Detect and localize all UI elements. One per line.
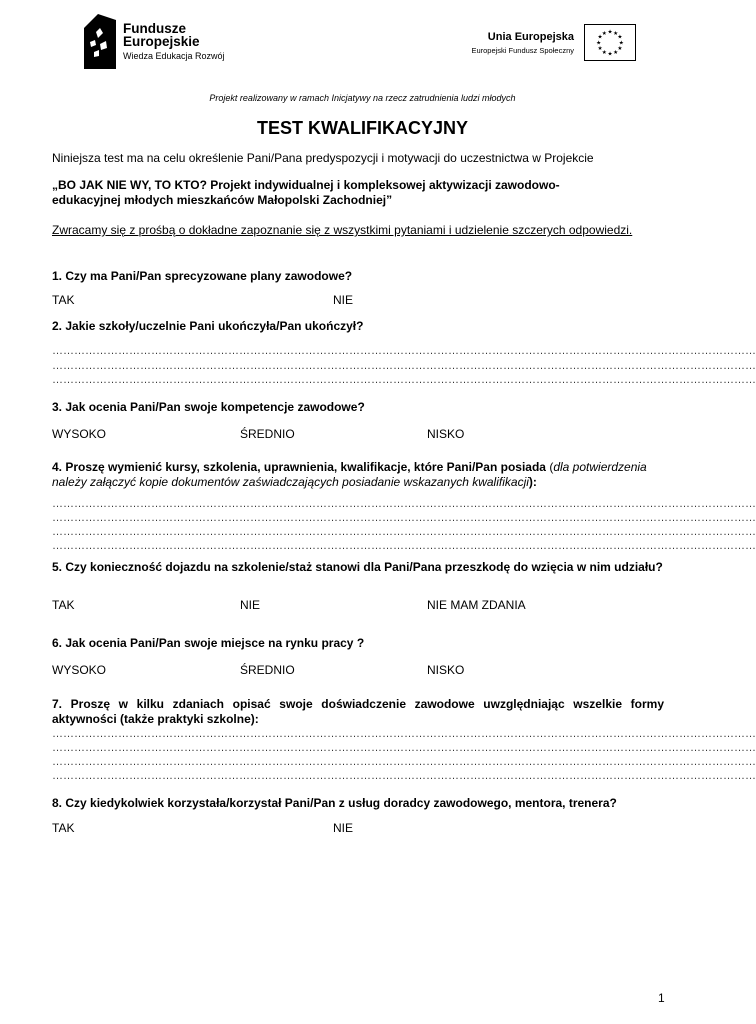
svg-text:★: ★ <box>613 49 619 56</box>
q5-option-nie-mam-zdania[interactable]: NIE MAM ZDANIA <box>427 598 526 612</box>
eu-flag-icon <box>584 24 636 61</box>
q1-option-nie[interactable]: NIE <box>333 293 354 307</box>
question-5: 5. Czy konieczność dojazdu na szkolenie/staż stanowi dla Pani/Pana przeszkodę do wzięcia w nim udziału? <box>52 560 663 574</box>
q3-option-srednio[interactable]: ŚREDNIO <box>240 427 295 441</box>
svg-text:★: ★ <box>597 34 603 41</box>
question-7: 7. Proszę w kilku zdaniach opisać swoje doświadczenie zawodowe uwzględniając wszelkie formy aktywności (także praktyki szkolne): <box>52 697 664 726</box>
svg-text:★: ★ <box>607 29 613 36</box>
fe-line1: Fundusze <box>123 21 186 36</box>
q8-option-nie[interactable]: NIE <box>333 821 354 835</box>
q2-answer-line[interactable]: ………………………………………………………………………………………………………………………………………………………………………… <box>52 374 756 386</box>
svg-text:★: ★ <box>601 30 607 37</box>
ue-line2: Europejski Fundusz Społeczny <box>471 46 574 55</box>
q8-option-tak[interactable]: TAK <box>52 821 75 835</box>
question-6: 6. Jak ocenia Pani/Pan swoje miejsce na rynku pracy ? <box>52 636 365 650</box>
question-4 <box>52 460 664 490</box>
project-note: Projekt realizowany w ramach Inicjatywy na rzecz zatrudnienia ludzi młodych <box>209 93 516 103</box>
q4-text-bold: 4. Proszę wymienić kursy, szkolenia, uprawnienia, kwalifikacje, które Pani/Pan posiada <box>52 460 546 474</box>
svg-text:★: ★ <box>618 40 624 47</box>
svg-text:★: ★ <box>613 30 619 37</box>
q3-option-nisko[interactable]: NISKO <box>427 427 465 441</box>
q1-option-tak[interactable]: TAK <box>52 293 75 307</box>
q4-answer-line[interactable]: ………………………………………………………………………………………………………………………………………………………………………… <box>52 540 756 552</box>
svg-text:★: ★ <box>601 49 607 56</box>
svg-text:★: ★ <box>607 51 613 58</box>
q5-option-nie[interactable]: NIE <box>240 598 261 612</box>
q4-paren-open: ( <box>545 460 554 474</box>
question-3: 3. Jak ocenia Pani/Pan swoje kompetencje zawodowe? <box>52 400 365 414</box>
q3-option-wysoko[interactable]: WYSOKO <box>52 427 107 441</box>
q7-answer-line[interactable]: ………………………………………………………………………………………………………………………………………………………………………… <box>52 728 756 740</box>
q5-option-tak[interactable]: TAK <box>52 598 75 612</box>
fe-line2: Europejskie <box>123 34 200 49</box>
q6-option-srednio[interactable]: ŚREDNIO <box>240 663 295 677</box>
unia-europejska-text <box>471 31 574 55</box>
q4-answer-line[interactable]: ………………………………………………………………………………………………………………………………………………………………………… <box>52 498 756 510</box>
page-title: TEST KWALIFIKACYJNY <box>256 118 468 138</box>
fundusze-europejskie-text <box>123 22 225 63</box>
q2-answer-line[interactable]: ………………………………………………………………………………………………………………………………………………………………………… <box>52 360 756 372</box>
question-8: 8. Czy kiedykolwiek korzystała/korzystał Pani/Pan z usług doradcy zawodowego, mentora, trenera? <box>52 796 617 810</box>
svg-text:★: ★ <box>596 40 602 47</box>
q4-paren-close: ): <box>528 475 537 489</box>
q7-answer-line[interactable]: ………………………………………………………………………………………………………………………………………………………………………… <box>52 742 756 754</box>
fe-line3: Wiedza Edukacja Rozwój <box>123 51 225 61</box>
project-name: „BO JAK NIE WY, TO KTO? Projekt indywidualnej i kompleksowej aktywizacji zawodowo-edukacyjnej młodych mieszkańców Małopolski Zachodniej” <box>52 178 560 207</box>
q6-option-wysoko[interactable]: WYSOKO <box>52 663 107 677</box>
q2-answer-line[interactable]: ………………………………………………………………………………………………………………………………………………………………………… <box>52 345 756 357</box>
ue-line1: Unia Europejska <box>487 31 574 43</box>
page-number: 1 <box>658 991 665 1005</box>
q7-answer-line[interactable]: ………………………………………………………………………………………………………………………………………………………………………… <box>52 770 756 782</box>
q4-answer-line[interactable]: ………………………………………………………………………………………………………………………………………………………………………… <box>52 512 756 524</box>
intro-request: Zwracamy się z prośbą o dokładne zapoznanie się z wszystkimi pytaniami i udzielenie szczerych odpowiedzi. <box>52 223 633 237</box>
q4-answer-line[interactable]: ………………………………………………………………………………………………………………………………………………………………………… <box>52 526 756 538</box>
svg-text:★: ★ <box>597 46 603 53</box>
q7-answer-line[interactable]: ………………………………………………………………………………………………………………………………………………………………………… <box>52 756 756 768</box>
q4-text-italic: dla potwierdzenia należy załączyć kopie dokumentów zaświadczających posiadanie wskazanych kwalifikacji <box>52 460 647 489</box>
intro-purpose: Niniejsza test ma na celu określenie Pani/Pana predyspozycji i motywacji do uczestnictwa w Projekcie <box>52 151 594 165</box>
svg-text:★: ★ <box>617 34 623 41</box>
question-2: 2. Jakie szkoły/uczelnie Pani ukończyła/Pan ukończył? <box>52 319 364 333</box>
question-1: 1. Czy ma Pani/Pan sprecyzowane plany zawodowe? <box>52 269 353 283</box>
svg-text:★: ★ <box>617 46 623 53</box>
q6-option-nisko[interactable]: NISKO <box>427 663 465 677</box>
fundusze-europejskie-logo <box>84 14 116 69</box>
